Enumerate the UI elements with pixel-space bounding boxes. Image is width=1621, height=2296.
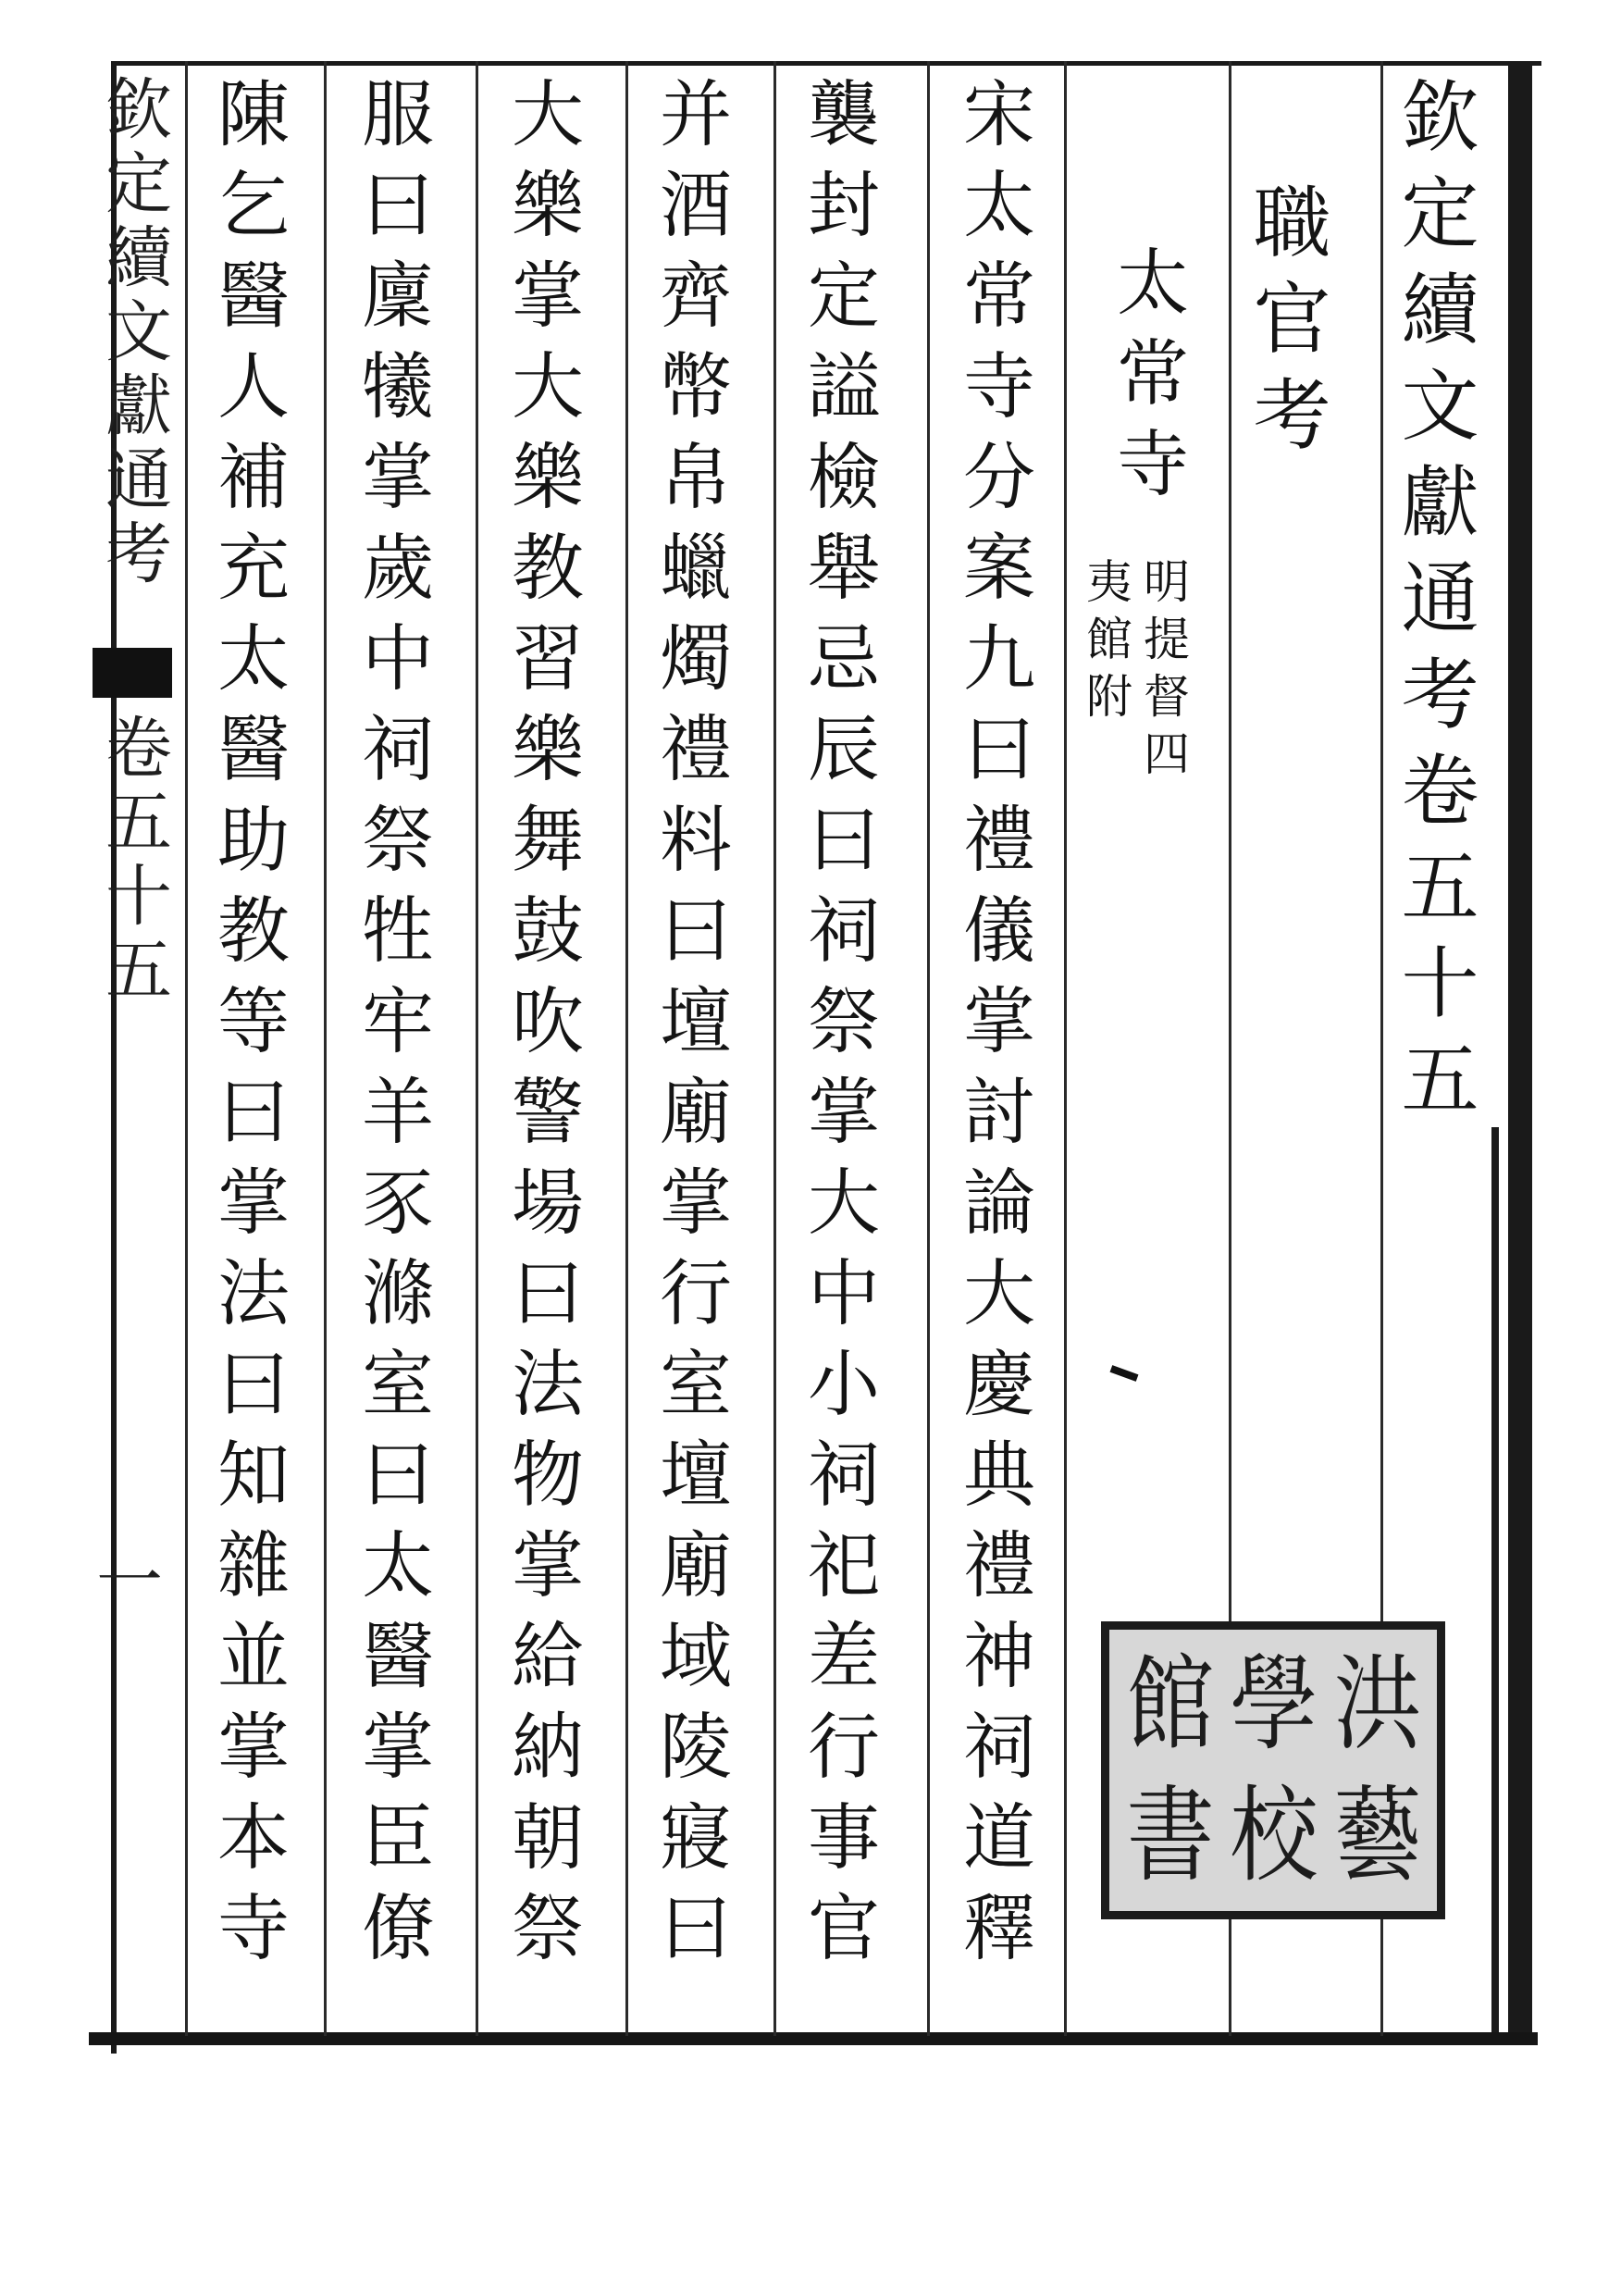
column-rule (625, 61, 628, 2036)
margin-volume: 卷五十五 (94, 713, 172, 1009)
bottom-border (89, 2032, 1538, 2045)
inner-border-right (1491, 1127, 1499, 2043)
section-title: 職官考 (1241, 181, 1331, 470)
seal-char: 藝 (1333, 1776, 1422, 1896)
collector-seal (1101, 1621, 1445, 1919)
seal-char: 館 (1126, 1644, 1215, 1765)
text-column-5: 服曰廩犧掌歲中祠祭牲牢羊豕滌室曰太醫掌臣僚 (350, 76, 433, 1980)
seal-char: 洪 (1333, 1644, 1422, 1765)
margin-book-title: 欽定續文獻通考 (94, 74, 172, 592)
margin-page-number: 一 (85, 1545, 163, 1620)
office-heading: 太常寺 (1105, 244, 1188, 516)
heading-note-left: 夷館附 (1079, 557, 1132, 729)
book-title: 欽定續文獻通考卷五十五 (1389, 76, 1479, 1135)
seal-char: 學 (1230, 1644, 1318, 1765)
column-rule (773, 61, 776, 2036)
text-column-2: 襲封定謚檢舉忌辰曰祠祭掌大中小祠祀差行事官 (796, 76, 879, 1980)
heading-note-right: 明提督四 (1136, 557, 1190, 787)
seal-char: 書 (1126, 1776, 1215, 1896)
column-rule (476, 61, 478, 2036)
text-column-1: 宋太常寺分案九曰禮儀掌討論大慶典禮神祠道釋 (951, 76, 1034, 1980)
column-rule (324, 61, 327, 2036)
margin-black-block (93, 648, 172, 698)
column-rule (927, 61, 930, 2036)
column-rule (185, 61, 188, 2036)
text-column-4: 大樂掌大樂教習樂舞鼓吹警場曰法物掌給納朝祭 (500, 76, 583, 1980)
outer-border-right (1508, 61, 1532, 2045)
text-column-3: 并酒齊幣帛蠟燭禮料曰壇廟掌行室壇廟域陵寢曰 (648, 76, 731, 1980)
text-column-6: 陳乞醫人補充太醫助教等曰掌法曰知雜並掌本寺 (205, 76, 289, 1980)
column-rule (1064, 61, 1067, 2036)
seal-char: 校 (1230, 1776, 1318, 1896)
